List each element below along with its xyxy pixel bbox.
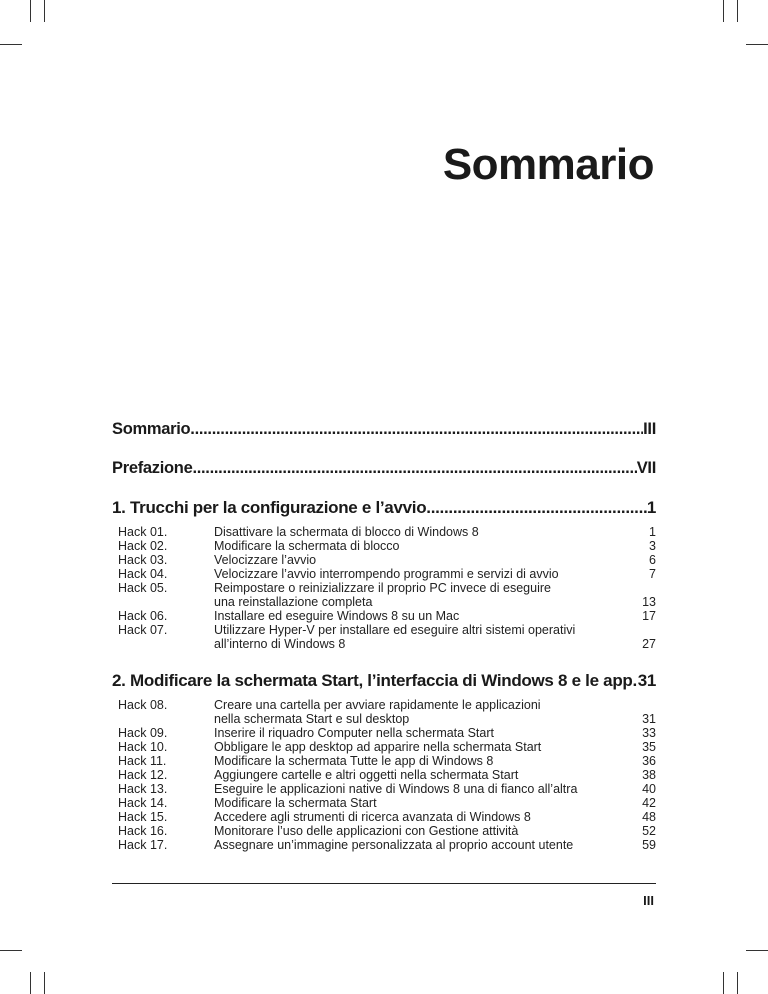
hack-title	[214, 581, 616, 609]
crop-mark	[746, 44, 768, 45]
hack-title-line: all’interno di Windows 8	[214, 637, 346, 651]
toc-entry-label: Prefazione	[112, 459, 193, 477]
hack-title: Modificare la schermata Start	[214, 796, 377, 810]
hack-page: 7	[649, 567, 656, 581]
toc-entry-label: Sommario	[112, 420, 191, 438]
crop-mark	[723, 972, 724, 994]
hack-row[interactable]	[118, 525, 656, 539]
hack-row[interactable]	[118, 754, 656, 768]
hack-title-line: Utilizzare Hyper-V per installare ed eseguire altri sistemi operativi	[214, 623, 576, 637]
hack-page: 52	[642, 824, 656, 838]
hack-number: Hack 12.	[118, 768, 168, 782]
hack-page: 42	[642, 796, 656, 810]
hack-row[interactable]	[118, 782, 656, 796]
toc-entry-prefazione[interactable]	[112, 459, 656, 478]
crop-mark	[737, 0, 738, 22]
hack-title: Modificare la schermata Tutte le app di Windows 8	[214, 754, 494, 768]
hack-row[interactable]	[118, 824, 656, 838]
toc-chapter-2[interactable]	[112, 671, 656, 691]
hack-number: Hack 06.	[118, 609, 168, 623]
hack-number: Hack 01.	[118, 525, 168, 539]
hack-title: Inserire il riquadro Computer nella schermata Start	[214, 726, 494, 740]
chapter-label: 2. Modificare la schermata Start, l’interfaccia di Windows 8 e le app	[112, 671, 633, 690]
hack-title-line: Creare una cartella per avviare rapidamente le applicazioni	[214, 698, 541, 712]
hack-title: Installare ed eseguire Windows 8 su un Mac	[214, 609, 460, 623]
chapter-page: 31	[637, 671, 656, 690]
hack-page: 36	[642, 754, 656, 768]
hack-row[interactable]	[118, 623, 656, 651]
footer-rule	[112, 883, 656, 884]
chapter-label: 1. Trucchi per la configurazione e l’avvio	[112, 498, 427, 517]
hack-number: Hack 08.	[118, 698, 168, 712]
hack-number: Hack 07.	[118, 623, 168, 637]
page-number: III	[643, 893, 654, 908]
leader-dots	[190, 420, 643, 439]
hack-title: Disattivare la schermata di blocco di Windows 8	[214, 525, 479, 539]
chapter-page: 1	[646, 498, 656, 517]
hack-page: 3	[649, 539, 656, 553]
hack-row[interactable]	[118, 581, 656, 609]
hack-page: 6	[649, 553, 656, 567]
hack-number: Hack 03.	[118, 553, 168, 567]
toc-entry-page: III	[643, 420, 656, 438]
hack-row[interactable]	[118, 726, 656, 740]
hack-page: 13	[642, 595, 656, 609]
hack-title	[214, 698, 616, 726]
hack-title-line: una reinstallazione completa	[214, 595, 373, 609]
hack-number: Hack 16.	[118, 824, 168, 838]
page-title: Sommario	[442, 140, 654, 189]
toc-chapter-1[interactable]	[112, 498, 656, 518]
hack-title-line: nella schermata Start e sul desktop	[214, 712, 410, 726]
hack-page: 38	[642, 768, 656, 782]
hack-number: Hack 14.	[118, 796, 168, 810]
hack-title: Eseguire le applicazioni native di Windows 8 una di fianco all’altra	[214, 782, 578, 796]
hack-row[interactable]	[118, 567, 656, 581]
toc-entry-sommario[interactable]	[112, 420, 656, 439]
leader-dots	[426, 498, 647, 518]
hack-number: Hack 05.	[118, 581, 168, 595]
crop-mark	[44, 972, 45, 994]
hack-row[interactable]	[118, 553, 656, 567]
hack-list	[118, 698, 656, 852]
crop-mark	[30, 0, 31, 22]
hack-list	[118, 525, 656, 651]
toc-entry-page: VII	[636, 459, 656, 477]
hack-title: Monitorare l’uso delle applicazioni con Gestione attività	[214, 824, 519, 838]
hack-title	[214, 623, 616, 651]
hack-page: 17	[642, 609, 656, 623]
hack-page: 27	[642, 637, 656, 651]
hack-page: 31	[642, 712, 656, 726]
hack-title: Velocizzare l’avvio	[214, 553, 317, 567]
hack-title: Obbligare le app desktop ad apparire nella schermata Start	[214, 740, 542, 754]
hack-page: 33	[642, 726, 656, 740]
crop-mark	[0, 44, 22, 45]
table-of-contents	[112, 420, 656, 852]
crop-mark	[44, 0, 45, 22]
hack-title: Accedere agli strumenti di ricerca avanzata di Windows 8	[214, 810, 531, 824]
hack-number: Hack 10.	[118, 740, 168, 754]
hack-row[interactable]	[118, 698, 656, 726]
hack-row[interactable]	[118, 768, 656, 782]
hack-title: Velocizzare l’avvio interrompendo programmi e servizi di avvio	[214, 567, 559, 581]
hack-number: Hack 04.	[118, 567, 168, 581]
hack-row[interactable]	[118, 539, 656, 553]
hack-page: 1	[649, 525, 656, 539]
crop-mark	[30, 972, 31, 994]
leader-dots	[192, 459, 636, 478]
hack-page: 40	[642, 782, 656, 796]
crop-mark	[723, 0, 724, 22]
hack-title: Modificare la schermata di blocco	[214, 539, 400, 553]
hack-page: 59	[642, 838, 656, 852]
hack-title-line: Reimpostare o reinizializzare il proprio PC invece di eseguire	[214, 581, 551, 595]
hack-row[interactable]	[118, 796, 656, 810]
hack-number: Hack 15.	[118, 810, 168, 824]
hack-page: 35	[642, 740, 656, 754]
hack-title: Assegnare un’immagine personalizzata al proprio account utente	[214, 838, 574, 852]
hack-row[interactable]	[118, 740, 656, 754]
hack-row[interactable]	[118, 810, 656, 824]
hack-row[interactable]	[118, 609, 656, 623]
hack-number: Hack 02.	[118, 539, 168, 553]
crop-mark	[746, 950, 768, 951]
hack-title: Aggiungere cartelle e altri oggetti nella schermata Start	[214, 768, 519, 782]
hack-page: 48	[642, 810, 656, 824]
hack-row[interactable]	[118, 838, 656, 852]
hack-number: Hack 17.	[118, 838, 168, 852]
hack-number: Hack 11.	[118, 754, 167, 768]
hack-number: Hack 13.	[118, 782, 168, 796]
hack-number: Hack 09.	[118, 726, 168, 740]
crop-mark	[0, 950, 22, 951]
crop-mark	[737, 972, 738, 994]
